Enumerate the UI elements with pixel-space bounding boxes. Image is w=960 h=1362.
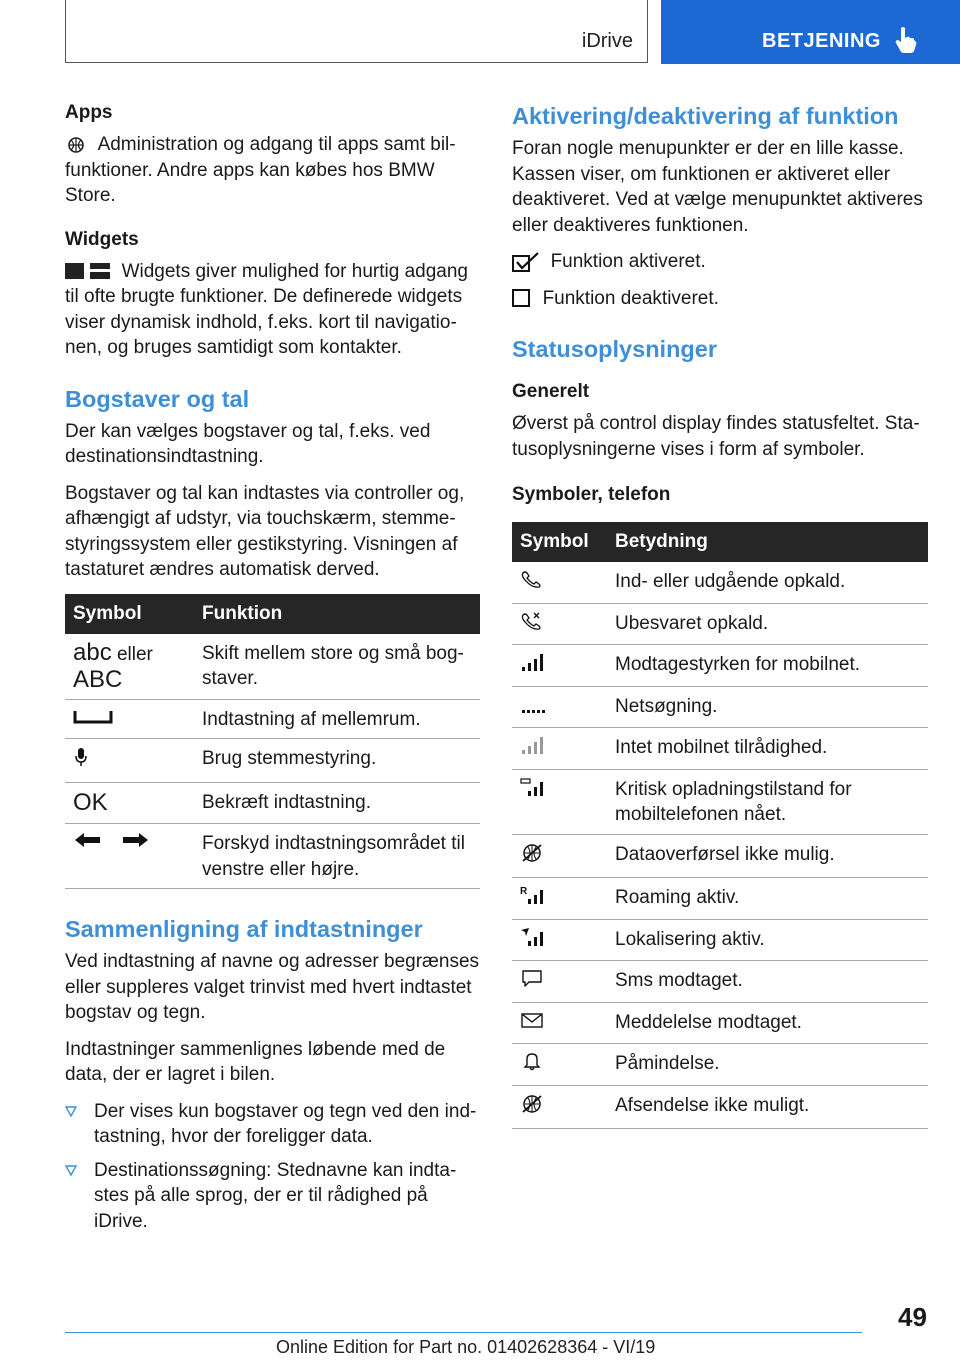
missed-call-icon: [520, 611, 544, 631]
table-row: [512, 1002, 928, 1044]
table-cell-meaning: Roaming aktiv.: [607, 878, 928, 920]
table-cell-meaning: Afsendelse ikke muligt.: [607, 1085, 928, 1129]
network-search-icon: [520, 694, 548, 714]
arrow-right-icon: [120, 831, 150, 849]
table-cell-symbol: [65, 782, 194, 824]
table-cell-symbol: [512, 603, 607, 645]
apps-text: Administration og adgang til apps samt bilfunktioner. Andre apps kan købes hos BMW Store.: [65, 134, 456, 206]
hand-pointer-icon: [894, 26, 918, 54]
table-header-row: [512, 522, 928, 562]
status-heading: Statusoplysninger: [512, 336, 718, 362]
table-cell-meaning: Påmindelse.: [607, 1044, 928, 1086]
letters-paragraph-2: Bogstaver og tal kan indtastes via controller og, afhængigt af udstyr, via touchskærm, stemmestyringssystem eller gestikstyring. Visningen af tastaturet ændres automatisk derved.: [65, 482, 465, 580]
table-cell-meaning: Modtagestyrken for mobilnet.: [607, 645, 928, 687]
list-item-text: Der vises kun bogstaver og tegn ved den indtastning, hvor der foreligger data.: [94, 1100, 477, 1147]
send-disabled-icon: [520, 1093, 544, 1115]
checkbox-checked-icon: [512, 252, 540, 272]
table-row: [65, 634, 480, 700]
or-label: eller: [116, 643, 153, 665]
table-cell-meaning: Kritisk opladningstilstand for mobiltelefonen nået.: [607, 769, 928, 834]
activation-on-text: Funktion aktiveret.: [550, 251, 706, 272]
table-cell-meaning: Ubesvaret opkald.: [607, 603, 928, 645]
table-header-row: [65, 594, 480, 634]
space-bar-icon: [73, 707, 113, 725]
envelope-icon: [520, 1010, 544, 1030]
phone-symbol-table: [512, 522, 928, 1129]
compare-bullet-list: [65, 1099, 480, 1235]
header-chapter-box: [661, 0, 960, 64]
footer-divider: [65, 1332, 862, 1333]
table-row: [65, 824, 480, 889]
table-cell-function: Skift mellem store og små bogstaver.: [194, 634, 480, 700]
table-row: [512, 645, 928, 687]
table-row: [512, 562, 928, 603]
table-cell-symbol: [65, 739, 194, 783]
table-cell-meaning: Meddelelse modtaget.: [607, 1002, 928, 1044]
table-cell-symbol: [512, 878, 607, 920]
apps-paragraph: [65, 132, 480, 209]
table-cell-symbol: [512, 961, 607, 1003]
bullet-triangle-icon: [65, 1106, 77, 1118]
table-cell-function: Bekræft indtastning.: [194, 782, 480, 824]
table-cell-meaning: Dataoverførsel ikke mulig.: [607, 834, 928, 878]
table-row: [65, 739, 480, 783]
table-row: [512, 1085, 928, 1129]
table-cell-symbol: [65, 824, 194, 889]
table-cell-meaning: Intet mobilnet tilrådighed.: [607, 728, 928, 770]
table-cell-symbol: [512, 1044, 607, 1086]
widgets-text: Widgets giver mulighed for hurtig adgang til ofte brugte funktioner. De definerede widgets viser dynamisk indhold, f.eks. kort til navigationen, og bruges samtidigt som kontakter.: [65, 260, 468, 358]
microphone-icon: [73, 746, 89, 768]
table-row: [512, 728, 928, 770]
roaming-icon: [520, 885, 548, 905]
general-heading: Generelt: [512, 381, 590, 402]
location-icon: [520, 927, 548, 947]
list-item: [65, 1099, 480, 1150]
phone-call-icon: [520, 569, 544, 589]
activation-paragraph: Foran nogle menupunkter er der en lille kasse. Kassen viser, om funktionen er aktiveret eller deaktiveret. Ved at vælge menupunktet aktiveres eller deaktiveres funktionen.: [512, 138, 923, 236]
table-cell-symbol: [512, 728, 607, 770]
compare-heading: Sammenligning af indtastninger: [65, 916, 423, 942]
svg-text:R: R: [520, 886, 528, 897]
left-column: [65, 100, 480, 1242]
uppercase-abc-icon: ABC: [73, 665, 123, 693]
arrow-left-icon: [73, 831, 103, 849]
table-header-function: Funktion: [194, 594, 480, 634]
table-row: [512, 878, 928, 920]
activation-off-row: [512, 286, 928, 312]
list-item-text: Destinationssøgning: Stednavne kan indtastes på alle sprog, der er til rådighed på iDrive.: [94, 1159, 457, 1232]
table-cell-symbol: [512, 562, 607, 603]
list-item: [65, 1158, 480, 1235]
header-section-box: [65, 0, 648, 63]
table-row: [512, 603, 928, 645]
signal-strength-icon: [520, 652, 548, 672]
no-network-icon: [520, 735, 548, 755]
activation-heading: Aktivering/deaktivering af funktion: [512, 103, 899, 129]
checkbox-empty-icon: [512, 288, 532, 308]
table-row: [65, 699, 480, 739]
table-row: [512, 1044, 928, 1086]
table-header-symbol: Symbol: [65, 594, 194, 634]
activation-off-text: Funktion deaktiveret.: [542, 287, 719, 309]
table-cell-symbol: [512, 686, 607, 728]
phone-symbols-heading: Symboler, telefon: [512, 484, 671, 505]
header-chapter-title: BETJENING: [762, 30, 881, 52]
table-row: [512, 686, 928, 728]
table-row: [65, 782, 480, 824]
table-cell-meaning: Sms modtaget.: [607, 961, 928, 1003]
table-cell-function: Indtastning af mellemrum.: [194, 699, 480, 739]
general-paragraph: Øverst på control display findes statusfeltet. Statusoplysningerne vises i form af symboler.: [512, 413, 920, 460]
table-cell-symbol: [512, 1085, 607, 1129]
table-cell-meaning: Lokalisering aktiv.: [607, 919, 928, 961]
table-header-symbol: Symbol: [512, 522, 607, 562]
widgets-icon: [65, 262, 111, 280]
table-cell-symbol: [512, 1002, 607, 1044]
ok-icon: OK: [73, 788, 108, 816]
page-number: 49: [898, 1302, 927, 1332]
table-cell-meaning: Ind- eller udgående opkald.: [607, 562, 928, 603]
keyboard-symbol-table: [65, 594, 480, 890]
widgets-paragraph: [65, 259, 480, 361]
compare-paragraph-2: Indtastninger sammenlignes løbende med de data, der er lagret i bilen.: [65, 1038, 446, 1085]
bullet-triangle-icon: [65, 1165, 77, 1177]
table-cell-symbol: [512, 645, 607, 687]
apps-icon: [65, 136, 87, 154]
table-cell-symbol: [512, 834, 607, 878]
compare-paragraph-1: Ved indtastning af navne og adresser begrænses eller suppleres valget trinvist med hvert indtastet bogstav og tegn.: [65, 951, 480, 1023]
lowercase-abc-icon: abc: [73, 638, 112, 666]
table-row: [512, 769, 928, 834]
table-cell-meaning: Netsøgning.: [607, 686, 928, 728]
header-section-title: iDrive: [581, 30, 633, 52]
footer-edition: Online Edition for Part no. 01402628364 - VI/19: [276, 1337, 656, 1357]
letters-heading: Bogstaver og tal: [65, 385, 250, 412]
sms-icon: [520, 968, 544, 988]
widgets-heading: Widgets: [65, 228, 139, 250]
bell-icon: [520, 1051, 544, 1071]
table-row: [512, 919, 928, 961]
activation-on-row: [512, 249, 928, 275]
right-column: [512, 100, 928, 1129]
table-row: [512, 961, 928, 1003]
apps-heading: Apps: [65, 102, 113, 123]
table-row: [512, 834, 928, 878]
table-cell-symbol: [65, 634, 194, 700]
letters-paragraph-1: Der kan vælges bogstaver og tal, f.eks. ved destinationsindtastning.: [65, 420, 431, 467]
low-battery-icon: [520, 777, 548, 797]
table-cell-symbol: [512, 919, 607, 961]
table-header-meaning: Betydning: [607, 522, 928, 562]
table-cell-symbol: [65, 699, 194, 739]
data-transfer-disabled-icon: [520, 842, 544, 864]
table-cell-function: Forskyd indtastningsområdet til venstre eller højre.: [194, 824, 480, 889]
table-cell-symbol: [512, 769, 607, 834]
table-cell-function: Brug stemmestyring.: [194, 739, 480, 783]
